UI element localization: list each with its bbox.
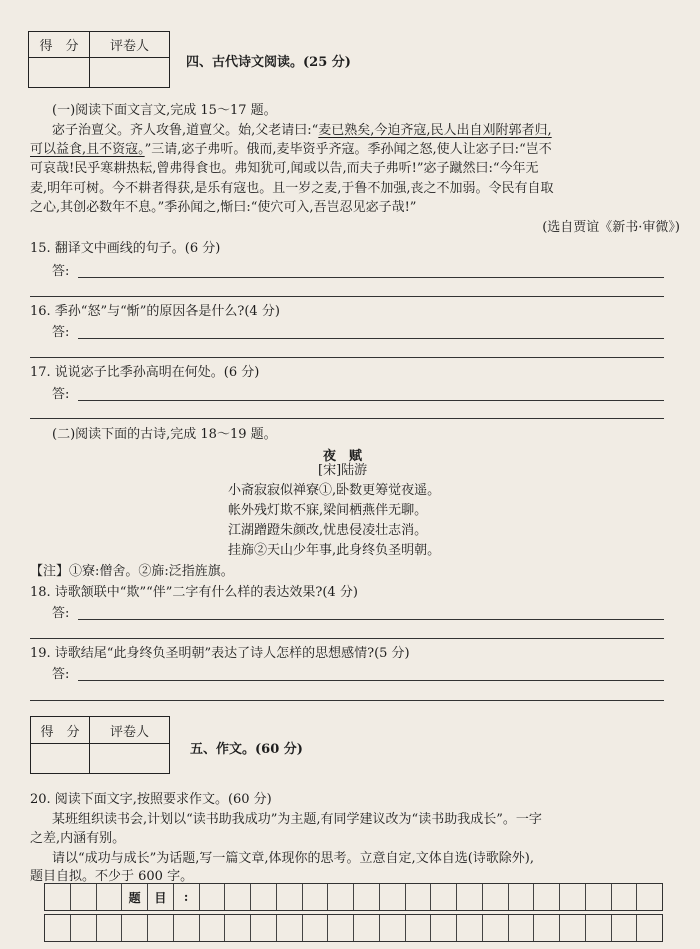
poem-line-1: 小斋寂寂似禅寮①,卧数更筹觉夜遥。: [228, 483, 441, 498]
grid-title-mu: 目: [148, 884, 174, 910]
poem-line-2: 帐外残灯欺不寐,梁间栖燕伴无聊。: [228, 503, 428, 518]
grid-cell[interactable]: [406, 884, 432, 910]
answer-line-16b[interactable]: [30, 357, 664, 358]
grid-cell[interactable]: [328, 915, 354, 941]
part1-instruction: (一)阅读下面文言文,完成 15～17 题。: [52, 103, 277, 118]
grid-cell[interactable]: [586, 915, 612, 941]
poem-author: [宋]陆游: [318, 463, 368, 478]
answer-line-18b[interactable]: [30, 638, 664, 639]
score-cell-2[interactable]: [31, 744, 90, 774]
grid-cell[interactable]: [97, 884, 123, 910]
score-cell[interactable]: [29, 58, 90, 88]
grader-label: 评卷人: [90, 32, 170, 58]
grid-cell[interactable]: [328, 884, 354, 910]
grader-label-2: 评卷人: [90, 717, 170, 744]
grader-cell[interactable]: [90, 58, 170, 88]
title-grid-row[interactable]: [44, 883, 663, 911]
grid-cell[interactable]: [277, 915, 303, 941]
grid-cell[interactable]: [354, 915, 380, 941]
grid-cell[interactable]: [637, 884, 662, 910]
grid-cell[interactable]: [200, 884, 226, 910]
answer-label-16: 答:: [52, 325, 70, 340]
grid-title-colon: :: [174, 884, 200, 910]
passage-line-1-text: 宓子治亶父。齐人攻鲁,道亶父。始,父老请曰:“: [52, 123, 319, 138]
answer-line-15a[interactable]: [78, 277, 664, 278]
passage-line-3: 可哀哉!民乎寒耕热耘,曾弗得食也。弗知犹可,闻或以告,而夫子弗听!”宓子蹴然曰:“今年无: [30, 161, 539, 176]
score-label-2: 得 分: [31, 717, 90, 744]
question-19: 19. 诗歌结尾“此身终负圣明朝”表达了诗人怎样的思想感情?(5 分): [30, 646, 410, 661]
grid-cell[interactable]: [534, 915, 560, 941]
grid-cell[interactable]: [225, 915, 251, 941]
grid-cell[interactable]: [303, 884, 329, 910]
grid-title-ti: 题: [122, 884, 148, 910]
poem-note: 【注】①寮:僧舍。②旆:泛指旌旗。: [30, 564, 234, 579]
answer-label-19: 答:: [52, 667, 70, 682]
answer-label-18: 答:: [52, 606, 70, 621]
score-box-1: [28, 31, 170, 88]
essay-line-3: 请以“成功与成长”为话题,写一篇文章,体现你的思考。立意自定,文体自选(诗歌除外),: [52, 851, 534, 866]
part2-instruction: (二)阅读下面的古诗,完成 18～19 题。: [52, 427, 277, 442]
answer-label-17: 答:: [52, 387, 70, 402]
grid-cell[interactable]: [277, 884, 303, 910]
grid-cell[interactable]: [509, 915, 535, 941]
essay-line-4: 题目自拟。不少于 600 字。: [30, 869, 194, 884]
score-box-2: [30, 716, 170, 774]
grid-cell[interactable]: [560, 915, 586, 941]
grid-cell[interactable]: [380, 884, 406, 910]
grid-cell[interactable]: [148, 915, 174, 941]
question-16: 16. 季孙“怒”与“惭”的原因各是什么?(4 分): [30, 304, 280, 319]
grid-cell[interactable]: [200, 915, 226, 941]
passage-line-2: [30, 142, 552, 158]
passage-line-5: 之心,其创必数年不息。”季孙闻之,惭曰:“使穴可入,吾岂忍见宓子哉!”: [30, 200, 417, 215]
grid-cell[interactable]: [380, 915, 406, 941]
grid-cell[interactable]: [122, 915, 148, 941]
section5-title: 五、作文。(60 分): [190, 742, 303, 757]
grid-cell[interactable]: [71, 915, 97, 941]
underlined-sentence-a: 麦已熟矣,今迫齐寇,民人出自刈附郭者归,: [318, 123, 552, 138]
grid-cell[interactable]: [483, 884, 509, 910]
underlined-sentence-b: 可以益食,且不资寇。: [30, 142, 145, 157]
grader-cell-2[interactable]: [90, 744, 170, 774]
grid-cell[interactable]: [225, 884, 251, 910]
essay-line-2: 之差,内涵有别。: [30, 831, 126, 846]
grid-cell[interactable]: [303, 915, 329, 941]
passage-source: (选自贾谊《新书·审微》): [542, 220, 680, 235]
answer-label-15: 答:: [52, 264, 70, 279]
answer-line-17a[interactable]: [78, 400, 664, 401]
section4-title: 四、古代诗文阅读。(25 分): [186, 55, 351, 70]
passage-line-4: 麦,明年可树。今不耕者得获,是乐有寇也。且一岁之麦,于鲁不加强,丧之不加弱。令民有自取: [30, 181, 554, 196]
grid-cell[interactable]: [612, 915, 638, 941]
answer-line-17b[interactable]: [30, 418, 664, 419]
grid-cell[interactable]: [45, 884, 71, 910]
grid-cell[interactable]: [612, 884, 638, 910]
grid-cell[interactable]: [586, 884, 612, 910]
answer-line-19b[interactable]: [30, 700, 664, 701]
writing-grid-row[interactable]: [44, 914, 663, 942]
grid-cell[interactable]: [71, 884, 97, 910]
grid-cell[interactable]: [45, 915, 71, 941]
grid-cell[interactable]: [457, 915, 483, 941]
grid-cell[interactable]: [251, 915, 277, 941]
grid-cell[interactable]: [431, 884, 457, 910]
grid-cell[interactable]: [174, 915, 200, 941]
grid-cell[interactable]: [251, 884, 277, 910]
question-20: 20. 阅读下面文字,按照要求作文。(60 分): [30, 792, 272, 807]
grid-cell[interactable]: [97, 915, 123, 941]
poem-line-3: 江湖蹭蹬朱颜改,忧患侵凌壮志消。: [228, 523, 428, 538]
grid-cell[interactable]: [483, 915, 509, 941]
passage-line-2-text: ”三请,宓子弗听。俄而,麦毕资乎齐寇。季孙闻之怒,使人让宓子曰:“岂不: [144, 142, 552, 157]
question-18: 18. 诗歌颔联中“欺”“伴”二字有什么样的表达效果?(4 分): [30, 585, 358, 600]
poem-line-4: 挂旆②天山少年事,此身终负圣明朝。: [228, 543, 441, 558]
grid-cell[interactable]: [431, 915, 457, 941]
grid-cell[interactable]: [534, 884, 560, 910]
grid-cell[interactable]: [509, 884, 535, 910]
grid-cell[interactable]: [354, 884, 380, 910]
answer-line-15b[interactable]: [30, 296, 664, 297]
answer-line-16a[interactable]: [78, 338, 664, 339]
passage-line-1: [52, 123, 552, 139]
grid-cell[interactable]: [637, 915, 662, 941]
answer-line-18a[interactable]: [78, 619, 664, 620]
grid-cell[interactable]: [406, 915, 432, 941]
grid-cell[interactable]: [560, 884, 586, 910]
poem-title: 夜 赋: [323, 449, 363, 464]
essay-line-1: 某班组织读书会,计划以“读书助我成功”为主题,有同学建议改为“读书助我成长”。一字: [52, 812, 542, 827]
question-15: 15. 翻译文中画线的句子。(6 分): [30, 241, 221, 256]
answer-line-19a[interactable]: [78, 680, 664, 681]
score-label: 得 分: [29, 32, 90, 58]
grid-cell[interactable]: [457, 884, 483, 910]
question-17: 17. 说说宓子比季孙高明在何处。(6 分): [30, 365, 260, 380]
